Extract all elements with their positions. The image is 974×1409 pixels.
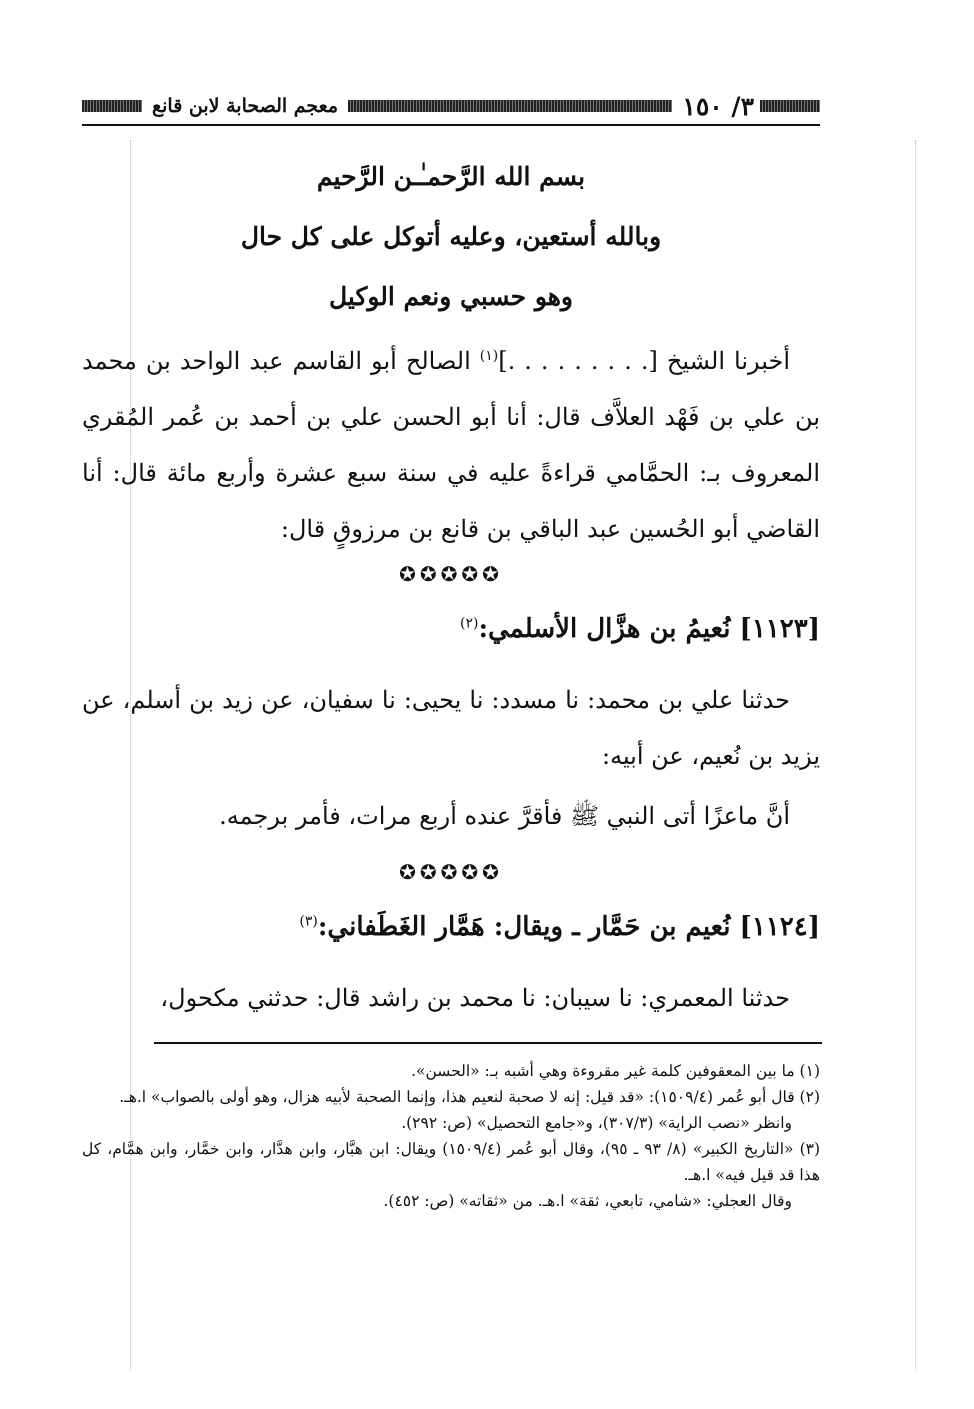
entry-title: [١١٢٤] نُعيم بن حَمَّار ـ ويقال: هَمَّار الغَطَفاني: [317,912,820,942]
opening-line: وبالله أستعين، وعليه أتوكل على كل حال [240,222,662,251]
footnote-ref: (٢) [459,615,479,632]
basmala: بسم الله الرَّحمـٰـن الرَّحيم [316,162,586,191]
running-header [82,88,820,124]
footnote-ref: (١) [479,348,499,364]
header-rule [82,124,820,126]
header-ornament [82,100,142,112]
footnote-2-cont: وانظر «نصب الراية» (٣٠٧/٣)، و«جامع التحصيل» (ص: ٢٩٢). [401,1114,792,1132]
header-ornament [348,100,672,112]
footnote-rule [154,1042,822,1044]
entry-heading [82,614,820,644]
footnote-ref: (٣) [299,913,318,930]
book-title: معجم الصحابة لابن قانع [152,95,339,117]
entry-title: [١١٢٣] نُعيمُ بن هزَّال الأسلمي: [478,614,820,644]
footnote-2: (٢) قال أبو عُمر (١٥٠٩/٤): «قد قيل: إنه لا صحبة لنعيم هذا، وإنما الصحبة لأبيه هزال، وهو أولى بالصواب» ا.هـ. [119,1088,820,1106]
intro-text: أخبرنا الشيخ [. . . . . . . . .] [498,347,791,375]
matn-paragraph: أنَّ ماعزًا أتى النبي ﷺ فأقرَّ عنده أربع مرات، فأمر برجمه. [219,802,790,830]
footnote-3: (٣) «التاريخ الكبير» (٨/ ٩٣ ـ ٩٥)، وقال أبو عُمر (١٥٠٩/٤) ويقال: ابن هبَّار، وابن هدَّار، وابن خمَّار، وابن همَّام، كل هذا قد قيل فيه» ا.هـ. [82,1140,821,1184]
header-ornament [760,100,820,112]
page-number: ٣/ ١٥٠ [682,91,754,121]
section-separator: ✪✪✪✪✪ [399,562,503,586]
margin-guide [915,140,916,1370]
isnad-paragraph: حدثنا علي بن محمد: نا مسدد: نا يحيى: نا سفيان، عن زيد بن أسلم، عن يزيد بن نُعيم، عن أبيه: [82,686,820,770]
opening-line: وهو حسبي ونعم الوكيل [328,282,573,311]
intro-text: الصالح أبو القاسم عبد الواحد بن محمد بن علي بن فَهْد العلاَّف قال: أنا أبو الحسن علي بن أحمد بن عُمر المُقري المعروف بـ: الحمَّامي قراءةً عليه في سنة سبع عشرة وأربع مائة قال: أنا القاضي أبو الحُسين عبد الباقي بن قانع بن مرزوقٍ قال: [82,347,820,543]
intro-paragraph [82,328,820,557]
footnotes [82,1058,820,1214]
entry-heading [82,912,820,942]
isnad-paragraph: حدثنا المعمري: نا سيبان: نا محمد بن راشد قال: حدثني مكحول، [160,984,790,1012]
section-separator: ✪✪✪✪✪ [399,860,503,884]
footnote-1: (١) ما بين المعقوفين كلمة غير مقروءة وهي أشبه بـ: «الحسن». [411,1062,820,1080]
footnote-3-cont: وقال العجلي: «شامي، تابعي، ثقة» ا.هـ. من «ثقاته» (ص: ٤٥٢). [383,1192,792,1210]
